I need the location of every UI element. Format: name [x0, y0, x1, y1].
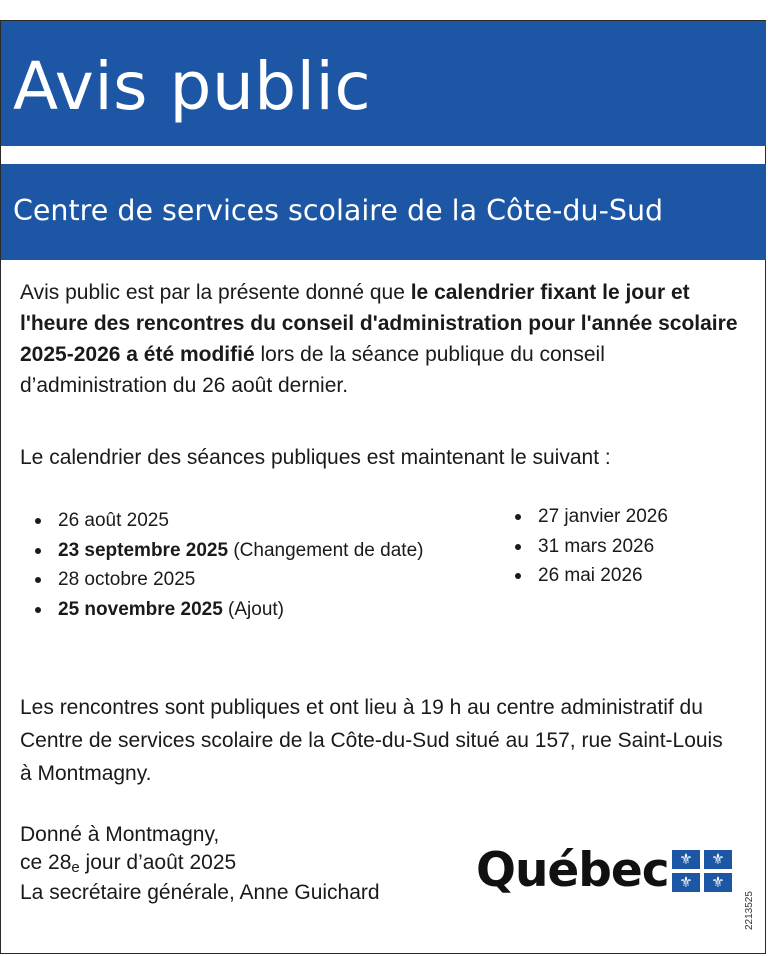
intro-paragraph: [20, 277, 750, 401]
signature-block: [20, 821, 380, 907]
page-title: Avis public: [13, 48, 372, 125]
list-item: 26 mai 2026: [502, 561, 668, 591]
fleur-de-lis-flag-icon: ⚜ ⚜ ⚜ ⚜: [672, 850, 732, 892]
dates-list-right: [502, 502, 668, 591]
list-item: [22, 536, 423, 566]
date-note: (Changement de date): [228, 539, 424, 561]
logo-wordmark: Québec: [476, 843, 669, 898]
title-band: [1, 21, 766, 146]
intro-text-end: lors de la séance publique du conseil d’administration du 26 août dernier.: [20, 343, 605, 397]
signature-name: La secrétaire générale, Anne Guichard: [20, 881, 380, 904]
dates-list-left: [22, 506, 423, 624]
signature-date-pre: ce 28: [20, 851, 72, 874]
list-item: [22, 565, 423, 595]
signature-place: Donné à Montmagny,: [20, 823, 220, 846]
date-text: 28 octobre 2025: [58, 569, 196, 590]
intro-text-start: Avis public est par la présente donné que: [20, 281, 411, 304]
notice-frame: [0, 20, 766, 954]
intro-text-bold: le calendrier fixant le jour et l'heure des rencontres du conseil d'administration pour l'année scolaire 2025-2026 a été modifié: [20, 281, 738, 366]
date-note: (Ajout): [222, 598, 285, 620]
list-item: 31 mars 2026: [502, 532, 668, 562]
signature-date-post: jour d’août 2025: [79, 851, 237, 874]
quebec-logo: [476, 838, 738, 904]
date-text: 23 septembre 2025: [58, 539, 229, 561]
subtitle-band: [1, 164, 766, 260]
reference-number: 2213525: [744, 891, 755, 930]
meeting-details: Les rencontres sont publiques et ont lieu à 19 h au centre administratif du Centre de services scolaire de la Côte-du-Sud situé au 157, rue Saint-Louis à Montmagny.: [20, 696, 723, 785]
signature-date-sup: e: [71, 859, 80, 876]
list-item: 27 janvier 2026: [502, 502, 668, 532]
list-item: [22, 506, 423, 536]
date-text: 25 novembre 2025: [58, 598, 223, 620]
calendar-lead: Le calendrier des séances publiques est maintenant le suivant :: [20, 446, 611, 469]
date-text: 26 août 2025: [58, 510, 169, 531]
organization-name: Centre de services scolaire de la Côte-du-Sud: [13, 194, 664, 227]
signature-date: [20, 849, 380, 879]
list-item: [22, 595, 423, 625]
